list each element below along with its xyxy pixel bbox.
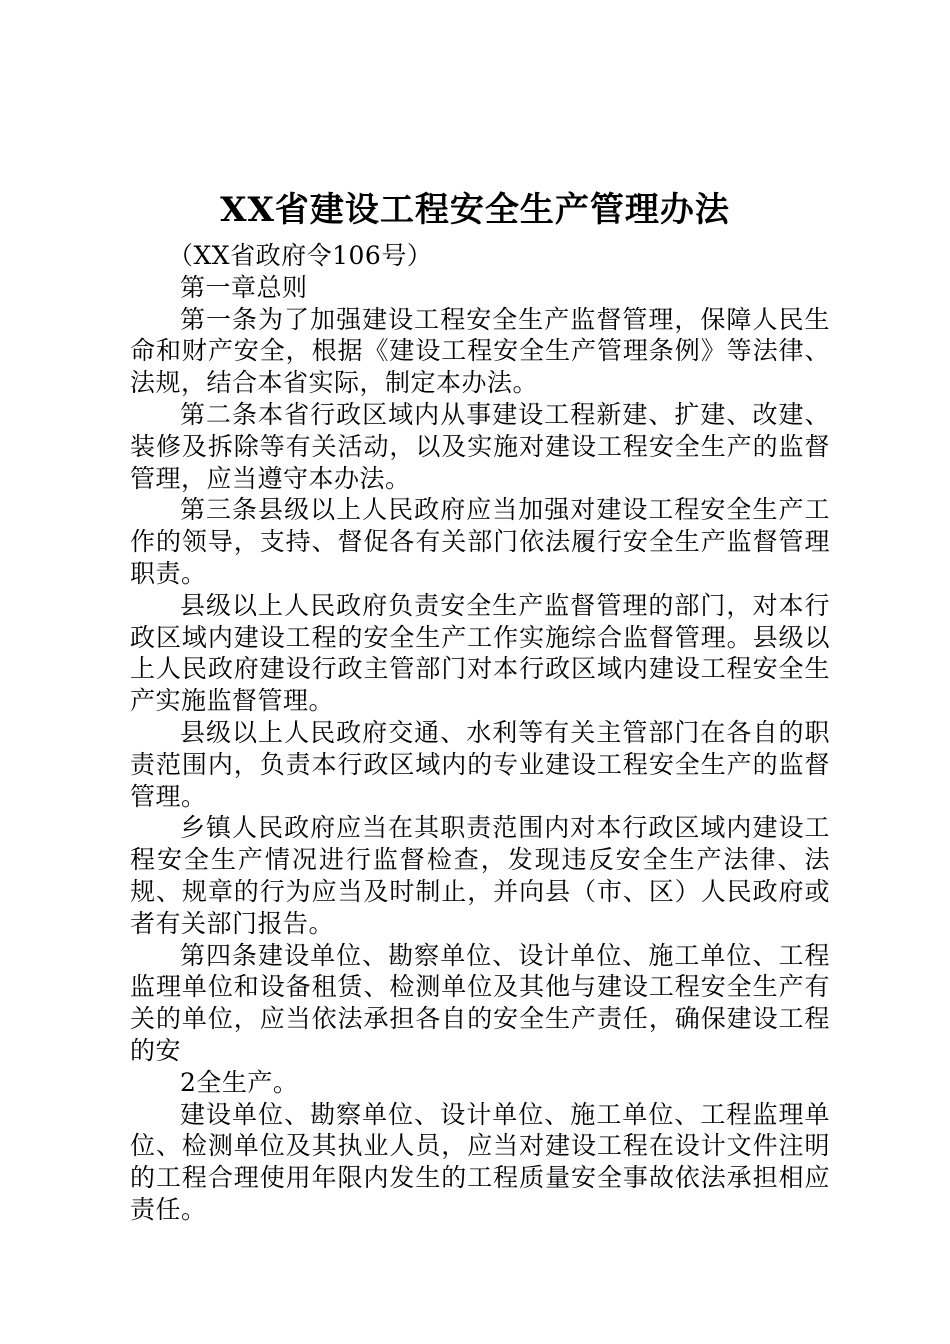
paragraph-article-1: 第一条为了加强建设工程安全生产监督管理，保障人民生命和财产安全，根据《建设工程安全生产管理条例》等法律、法规，结合本省实际，制定本办法。 (130, 304, 830, 398)
chapter-heading: 第一章总则 (180, 272, 308, 302)
paragraph-article-3-supervision: 县级以上人民政府负责安全生产监督管理的部门，对本行政区域内建设工程的安全生产工作实施综合监督管理。县级以上人民政府建设行政主管部门对本行政区域内建设工程安全生产实施监督管理。 (130, 590, 830, 716)
page-break-text: 2全生产。 (180, 1067, 299, 1097)
document-title: XX省建设工程安全生产管理办法 (220, 190, 730, 230)
document-body (130, 240, 830, 1226)
decree-number: （XX省政府令106号） (168, 241, 433, 270)
paragraph-article-3-departments: 县级以上人民政府交通、水利等有关主管部门在各自的职责范围内，负责本行政区域内的专业建设工程安全生产的监督管理。 (130, 717, 830, 811)
paragraph-article-4-liability: 建设单位、勘察单位、设计单位、施工单位、工程监理单位、检测单位及其执业人员，应当对建设工程在设计文件注明的工程合理使用年限内发生的工程质量安全事故依法承担相应责任。 (130, 1099, 830, 1224)
paragraph-article-2: 第二条本省行政区域内从事建设工程新建、扩建、改建、装修及拆除等有关活动，以及实施对建设工程安全生产的监督管理，应当遵守本办法。 (130, 399, 830, 493)
paragraph-article-3-township: 乡镇人民政府应当在其职责范围内对本行政区域内建设工程安全生产情况进行监督检查，发现违反安全生产法律、法规、规章的行为应当及时制止，并向县（市、区）人民政府或者有关部门报告。 (130, 813, 830, 938)
paragraph-article-3: 第三条县级以上人民政府应当加强对建设工程安全生产工作的领导，支持、督促各有关部门依法履行安全生产监督管理职责。 (130, 495, 830, 588)
paragraph-article-4: 第四条建设单位、勘察单位、设计单位、施工单位、工程监理单位和设备租赁、检测单位及其他与建设工程安全生产有关的单位，应当依法承担各自的安全生产责任，确保建设工程的安 (130, 940, 830, 1065)
